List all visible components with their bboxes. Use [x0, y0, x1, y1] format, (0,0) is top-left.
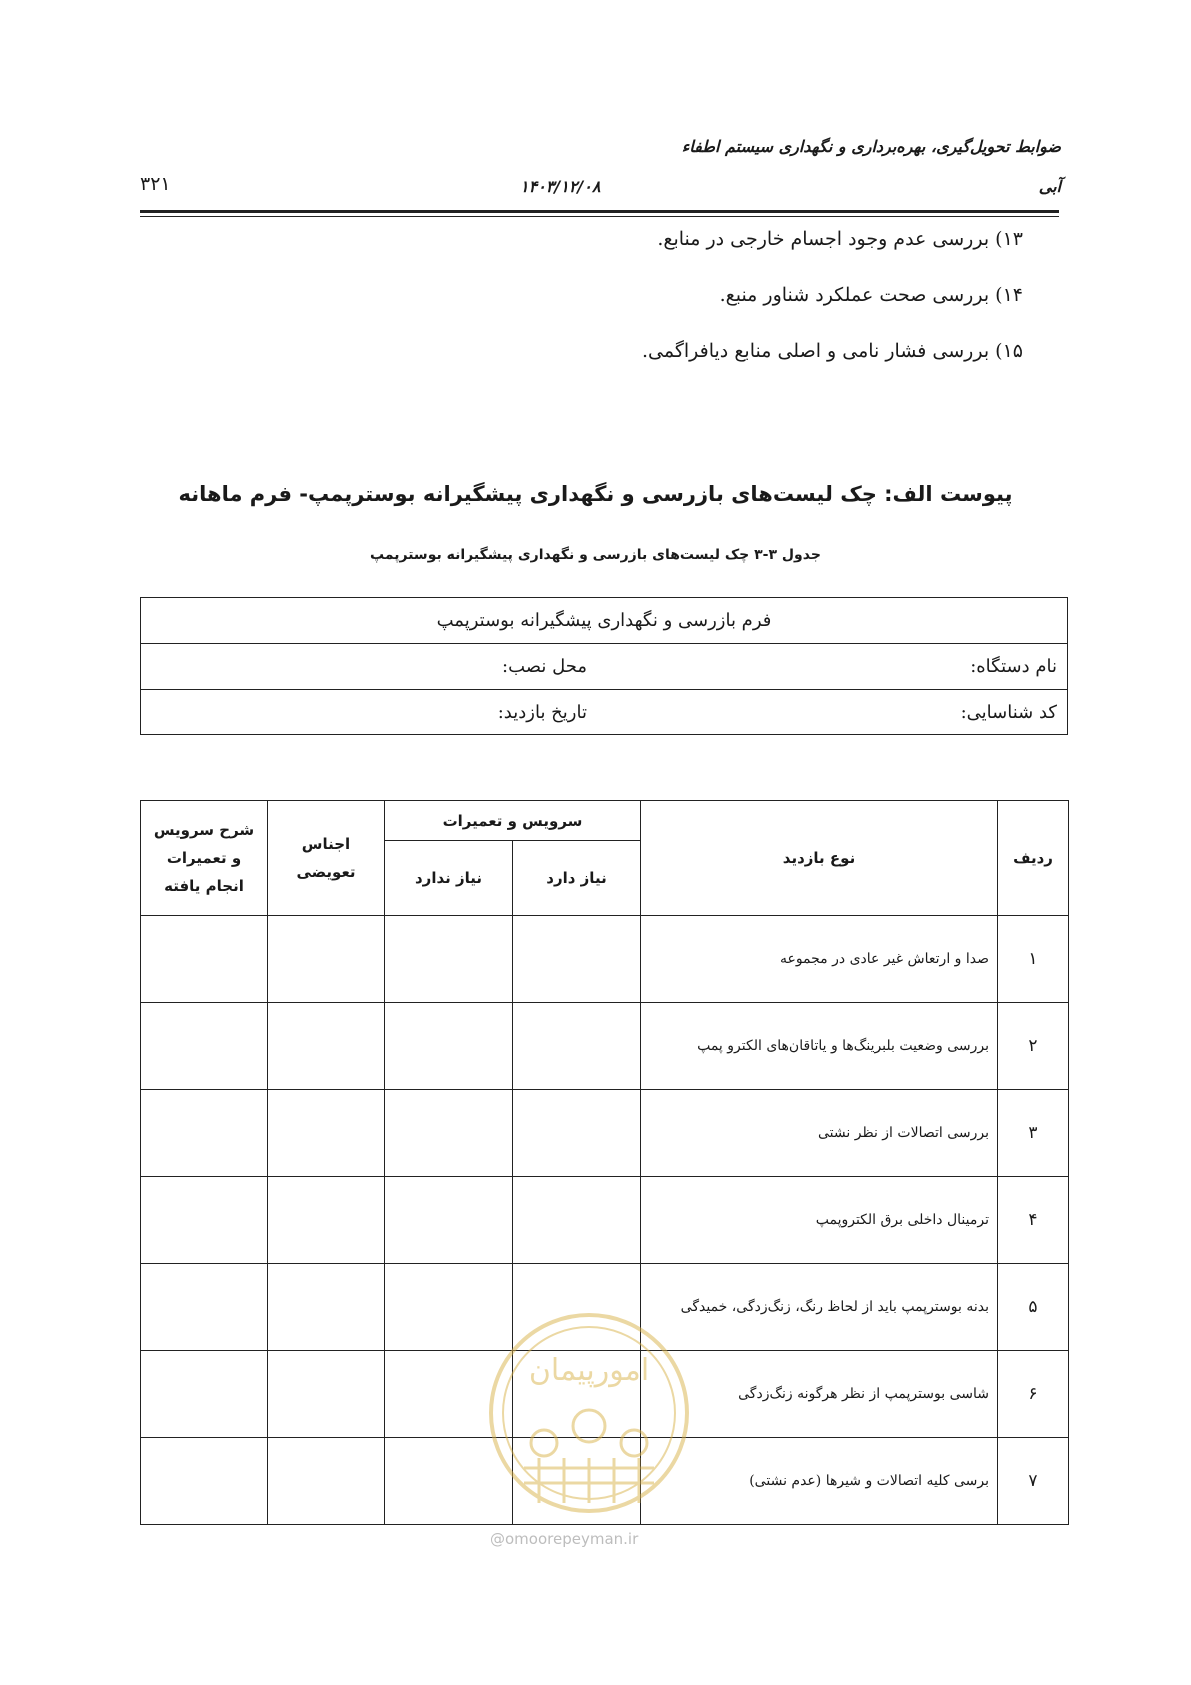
row-number: ۷ [998, 1438, 1069, 1525]
install-location-label: محل نصب: [502, 656, 587, 677]
cell-replacement[interactable] [268, 1003, 385, 1090]
watermark-logo-text: امورپیمان [528, 1353, 650, 1388]
cell-needed[interactable] [513, 1090, 641, 1177]
cell-description[interactable] [141, 1438, 268, 1525]
table-row [141, 1003, 1069, 1090]
form-row-id [141, 690, 1067, 736]
cell-description[interactable] [141, 916, 268, 1003]
header-date: ۱۴۰۳/۱۲/۰۸ [520, 177, 601, 196]
cell-not-needed[interactable] [385, 916, 513, 1003]
cell-description[interactable] [141, 1264, 268, 1351]
table-row [141, 1090, 1069, 1177]
cell-replacement[interactable] [268, 1438, 385, 1525]
watermark-text: @omoorepeyman.ir [490, 1530, 639, 1548]
cell-replacement[interactable] [268, 1264, 385, 1351]
cell-needed[interactable] [513, 1177, 641, 1264]
row-item: بدنه بوسترپمپ باید از لحاظ رنگ، زنگ‌زدگی، خمیدگی [641, 1264, 998, 1351]
row-item: شاسی بوسترپمپ از نظر هرگونه زنگ‌زدگی [641, 1351, 998, 1438]
cell-replacement[interactable] [268, 916, 385, 1003]
cell-description[interactable] [141, 1003, 268, 1090]
cell-replacement[interactable] [268, 1090, 385, 1177]
form-row-device [141, 644, 1067, 690]
header-rule-thick [140, 210, 1059, 213]
list-item: ۱۳) بررسی عدم وجود اجسام خارجی در منابع. [657, 228, 1023, 250]
header-needed: نیاز دارد [513, 841, 641, 916]
row-item: صدا و ارتعاش غیر عادی در مجموعه [641, 916, 998, 1003]
page-number: ۳۲۱ [140, 173, 171, 195]
row-number: ۱ [998, 916, 1069, 1003]
header-replacement-items: اجناس تعویضی [268, 801, 385, 916]
table-caption: جدول ۳-۳ چک لیست‌های بازرسی و نگهداری پیشگیرانه بوسترپمپ [370, 547, 821, 563]
form-header-box [140, 597, 1068, 735]
row-number: ۶ [998, 1351, 1069, 1438]
cell-not-needed[interactable] [385, 1090, 513, 1177]
cell-description[interactable] [141, 1351, 268, 1438]
header-not-needed: نیاز ندارد [385, 841, 513, 916]
cell-description[interactable] [141, 1090, 268, 1177]
header-service-repair: سرویس و تعمیرات [385, 801, 641, 841]
cell-needed[interactable] [513, 916, 641, 1003]
cell-replacement[interactable] [268, 1351, 385, 1438]
cell-replacement[interactable] [268, 1177, 385, 1264]
row-number: ۳ [998, 1090, 1069, 1177]
table-row [141, 1177, 1069, 1264]
running-header-subtitle: آبی [1038, 177, 1061, 196]
list-item: ۱۵) بررسی فشار نامی و اصلی منابع دیافراگمی. [641, 340, 1023, 362]
list-item: ۱۴) بررسی صحت عملکرد شناور منبع. [719, 284, 1023, 306]
row-item: برسی کلیه اتصالات و شیرها (عدم نشتی) [641, 1438, 998, 1525]
cell-description[interactable] [141, 1177, 268, 1264]
row-item: بررسی وضعیت بلبرینگ‌ها و یاتاقان‌های الکترو پمپ [641, 1003, 998, 1090]
device-name-label: نام دستگاه: [970, 656, 1057, 677]
row-number: ۲ [998, 1003, 1069, 1090]
visit-date-label: تاریخ بازدید: [497, 702, 587, 723]
id-code-label: کد شناسایی: [960, 702, 1057, 723]
header-visit-type: نوع بازدید [641, 801, 998, 916]
header-row-no: ردیف [998, 801, 1069, 916]
row-item: ترمینال داخلی برق الکتروپمپ [641, 1177, 998, 1264]
cell-needed[interactable] [513, 1003, 641, 1090]
cell-not-needed[interactable] [385, 1177, 513, 1264]
running-header-title: ضوابط تحویل‌گیری، بهره‌برداری و نگهداری سیستم اطفاء [681, 137, 1061, 156]
table-row [141, 916, 1069, 1003]
form-title: فرم بازرسی و نگهداری پیشگیرانه بوسترپمپ [141, 598, 1067, 644]
header-rule-thin [140, 216, 1059, 217]
appendix-title: پیوست الف: چک لیست‌های بازرسی و نگهداری پیشگیرانه بوسترپمپ- فرم ماهانه [178, 482, 1013, 506]
watermark-seal-icon [484, 1308, 694, 1518]
row-item: بررسی اتصالات از نظر نشتی [641, 1090, 998, 1177]
row-number: ۵ [998, 1264, 1069, 1351]
cell-not-needed[interactable] [385, 1003, 513, 1090]
header-description: شرح سرویس و تعمیرات انجام یافته [141, 801, 268, 916]
row-number: ۴ [998, 1177, 1069, 1264]
